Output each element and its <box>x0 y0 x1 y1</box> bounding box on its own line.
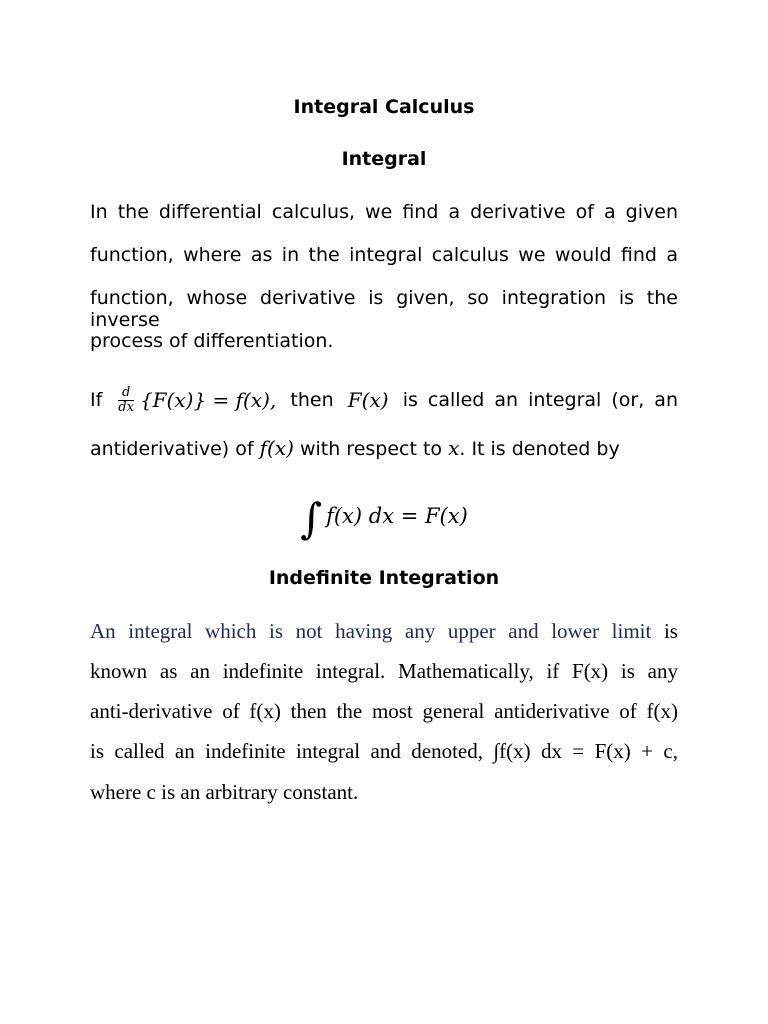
section-heading-indefinite: Indefinite Integration <box>268 567 500 589</box>
denoted-by-text: . It is denoted by <box>459 438 620 460</box>
fx-symbol: f(x) <box>259 436 294 460</box>
indefinite-paragraph-line: is called an indefinite integral and denoted, ∫f(x) dx = F(x) + c, <box>90 739 678 763</box>
intro-paragraph-line: function, where as in the integral calculus we would find a <box>90 244 678 266</box>
indefinite-paragraph-line: known as an indefinite integral. Mathematically, if F(x) is any <box>90 659 678 683</box>
integral-expression: f(x) dx = F(x) <box>326 504 468 528</box>
definition-line-2 <box>90 436 620 460</box>
intro-paragraph-line: process of differentiation. <box>90 330 334 352</box>
document-title: Integral Calculus <box>293 96 475 118</box>
respect-to-text: with respect to <box>293 438 449 460</box>
if-word: If <box>90 389 103 411</box>
definition-highlight: An integral which is not having any upper and lower limit <box>90 619 652 643</box>
definition-equation: {F(x)} = f(x), <box>139 388 277 412</box>
called-integral-text: is called an integral (or, an <box>402 389 678 411</box>
indefinite-paragraph-line <box>90 619 678 644</box>
definition-line-1 <box>90 376 678 424</box>
intro-paragraph-line: In the differential calculus, we find a derivative of a given <box>90 201 678 223</box>
antiderivative-text: antiderivative) of <box>90 438 260 460</box>
Fx-symbol: F(x) <box>347 388 389 412</box>
x-symbol: x <box>448 436 460 460</box>
derivative-fraction <box>118 386 134 415</box>
then-word: then <box>290 389 334 411</box>
section-heading-integral: Integral <box>341 148 427 170</box>
indefinite-paragraph-line: anti-derivative of f(x) then the most general antiderivative of f(x) <box>90 699 678 723</box>
indefinite-paragraph-line: where c is an arbitrary constant. <box>90 780 359 804</box>
intro-paragraph-line: function, whose derivative is given, so integration is the inverse <box>90 287 678 331</box>
fraction-denominator: dx <box>118 399 134 415</box>
display-equation <box>0 494 768 543</box>
fraction-numerator: d <box>118 386 134 401</box>
integral-sign: ∫ <box>300 494 323 543</box>
paragraph-text: is <box>651 619 678 643</box>
